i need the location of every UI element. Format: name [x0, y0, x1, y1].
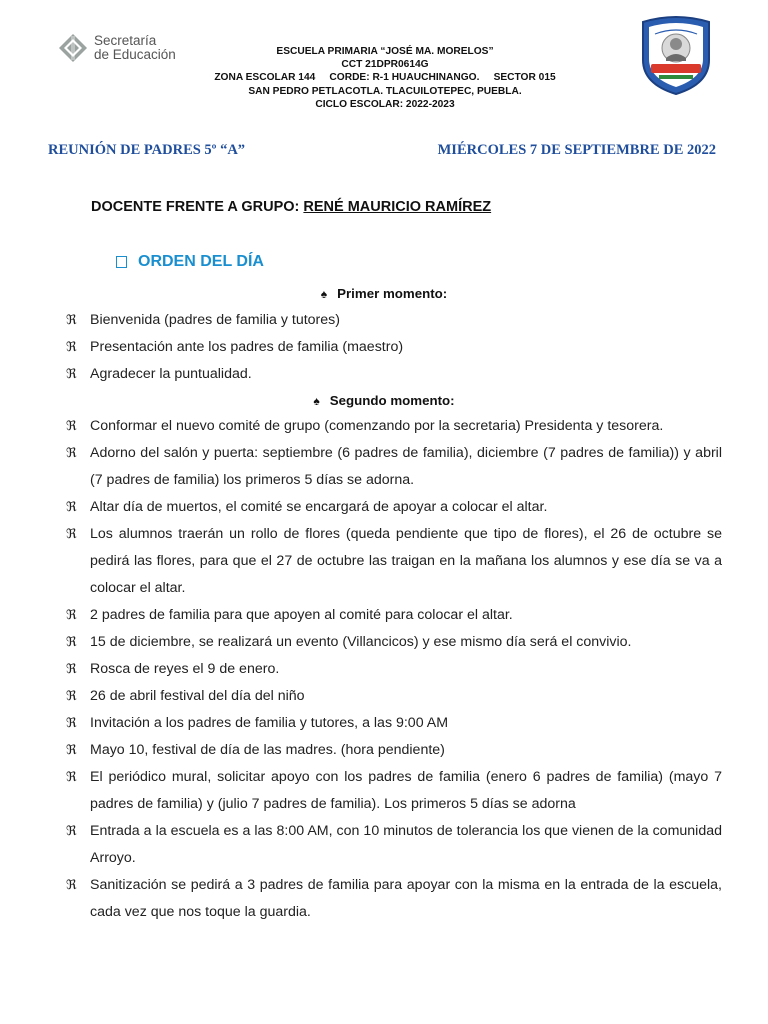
- spade-icon: ♠: [313, 394, 320, 408]
- bullet-icon: ℜ: [66, 824, 77, 839]
- bullet-icon: ℜ: [66, 878, 77, 893]
- bullet-icon: ℜ: [66, 500, 77, 515]
- bullet-icon: ℜ: [66, 689, 77, 704]
- bullet-icon: ℜ: [66, 367, 77, 382]
- list-item: ℜ Rosca de reyes el 9 de enero.: [66, 656, 722, 683]
- meeting-date: MIÉRCOLES 7 DE SEPTIEMBRE DE 2022: [437, 142, 716, 158]
- list-item: ℜ Entrada a la escuela es a las 8:00 AM, con 10 minutos de tolerancia los que vienen de la comunidad Arroyo.: [66, 818, 722, 872]
- bullet-icon: ℜ: [66, 446, 77, 461]
- bullet-icon: ℜ: [66, 716, 77, 731]
- docente-name: RENÉ MAURICIO RAMÍREZ: [303, 199, 492, 215]
- list-item: ℜ 15 de diciembre, se realizará un evento (Villancicos) y ese mismo día será el convivio.: [66, 629, 722, 656]
- bullet-icon: ℜ: [66, 340, 77, 355]
- list-item: ℜ Presentación ante los padres de familia (maestro): [66, 334, 722, 361]
- list-item: ℜ 26 de abril festival del día del niño: [66, 683, 722, 710]
- list-item: ℜ El periódico mural, solicitar apoyo con los padres de familia (enero 6 padres de familia) (mayo 7 padres de familia) y (julio 7 padres de familia). Los primeros 5 días se adorna: [66, 764, 722, 818]
- sep-logo: [58, 28, 176, 68]
- orden-title: ORDEN DEL DÍA: [138, 253, 264, 270]
- docente-label: DOCENTE FRENTE A GRUPO:: [91, 199, 304, 215]
- segundo-momento-heading: [0, 393, 768, 408]
- bullet-icon: ℜ: [66, 635, 77, 650]
- segundo-momento-list: [66, 413, 722, 926]
- list-item: ℜ 2 padres de familia para que apoyen al comité para colocar el altar.: [66, 602, 722, 629]
- sep-emblem-icon: [58, 33, 88, 63]
- spade-icon: ♠: [320, 287, 328, 301]
- header-location: SAN PEDRO PETLACOTLA. TLACUILOTEPEC, PUEBLA.: [248, 85, 522, 97]
- docente-line: [91, 199, 491, 215]
- bullet-icon: ℜ: [66, 770, 77, 785]
- list-item: ℜ Bienvenida (padres de familia y tutores): [66, 307, 722, 334]
- header-ciclo: CICLO ESCOLAR: 2022-2023: [315, 98, 455, 110]
- sep-logo-line2: de Educación: [94, 47, 176, 62]
- bullet-icon: ℜ: [66, 527, 77, 542]
- list-item: ℜ Adorno del salón y puerta: septiembre (6 padres de familia), diciembre (7 padres de familia)) y abril (7 padres de familia) los primeros 5 días se adorna.: [66, 440, 722, 494]
- bullet-icon: ℜ: [66, 313, 77, 328]
- list-item: ℜ Conformar el nuevo comité de grupo (comenzando por la secretaria) Presidenta y tesorera.: [66, 413, 722, 440]
- header-cct: CCT 21DPR0614G: [341, 59, 429, 71]
- sep-logo-text: [94, 34, 176, 62]
- checkbox-icon: [116, 256, 127, 268]
- school-header: [175, 45, 595, 111]
- bullet-icon: ℜ: [66, 419, 77, 434]
- list-item: ℜ Invitación a los padres de familia y tutores, a las 9:00 AM: [66, 710, 722, 737]
- meeting-title: REUNIÓN DE PADRES 5º “A”: [48, 142, 246, 158]
- school-crest-icon: [637, 14, 715, 96]
- orden-del-dia-heading: [116, 253, 264, 271]
- primer-momento-list: [66, 307, 722, 388]
- primer-momento-title: Primer momento:: [337, 286, 448, 301]
- list-item: ℜ Agradecer la puntualidad.: [66, 361, 722, 388]
- sep-logo-line1: Secretaría: [94, 33, 157, 48]
- meeting-heading: [48, 142, 716, 162]
- segundo-momento-title: Segundo momento:: [329, 393, 455, 408]
- bullet-icon: ℜ: [66, 743, 77, 758]
- list-item: ℜ Mayo 10, festival de día de las madres. (hora pendiente): [66, 737, 722, 764]
- bullet-icon: ℜ: [66, 608, 77, 623]
- primer-momento-heading: [0, 286, 768, 301]
- list-item: ℜ Sanitización se pedirá a 3 padres de familia para apoyar con la misma en la entrada de la escuela, cada vez que nos toque la guardia.: [66, 872, 722, 926]
- bullet-icon: ℜ: [66, 662, 77, 677]
- header-school-name: ESCUELA PRIMARIA “JOSÉ MA. MORELOS”: [276, 46, 494, 57]
- header-zona: ZONA ESCOLAR 144 CORDE: R-1 HUAUCHINANGO. SECTOR 015: [214, 72, 556, 84]
- list-item: ℜ Altar día de muertos, el comité se encargará de apoyar a colocar el altar.: [66, 494, 722, 521]
- list-item: ℜ Los alumnos traerán un rollo de flores (queda pendiente que tipo de flores), el 26 de octubre se pedirá las flores, para que el 27 de octubre las traigan en la mañana los alumnos y ese día se va a colocar el altar.: [66, 521, 722, 602]
